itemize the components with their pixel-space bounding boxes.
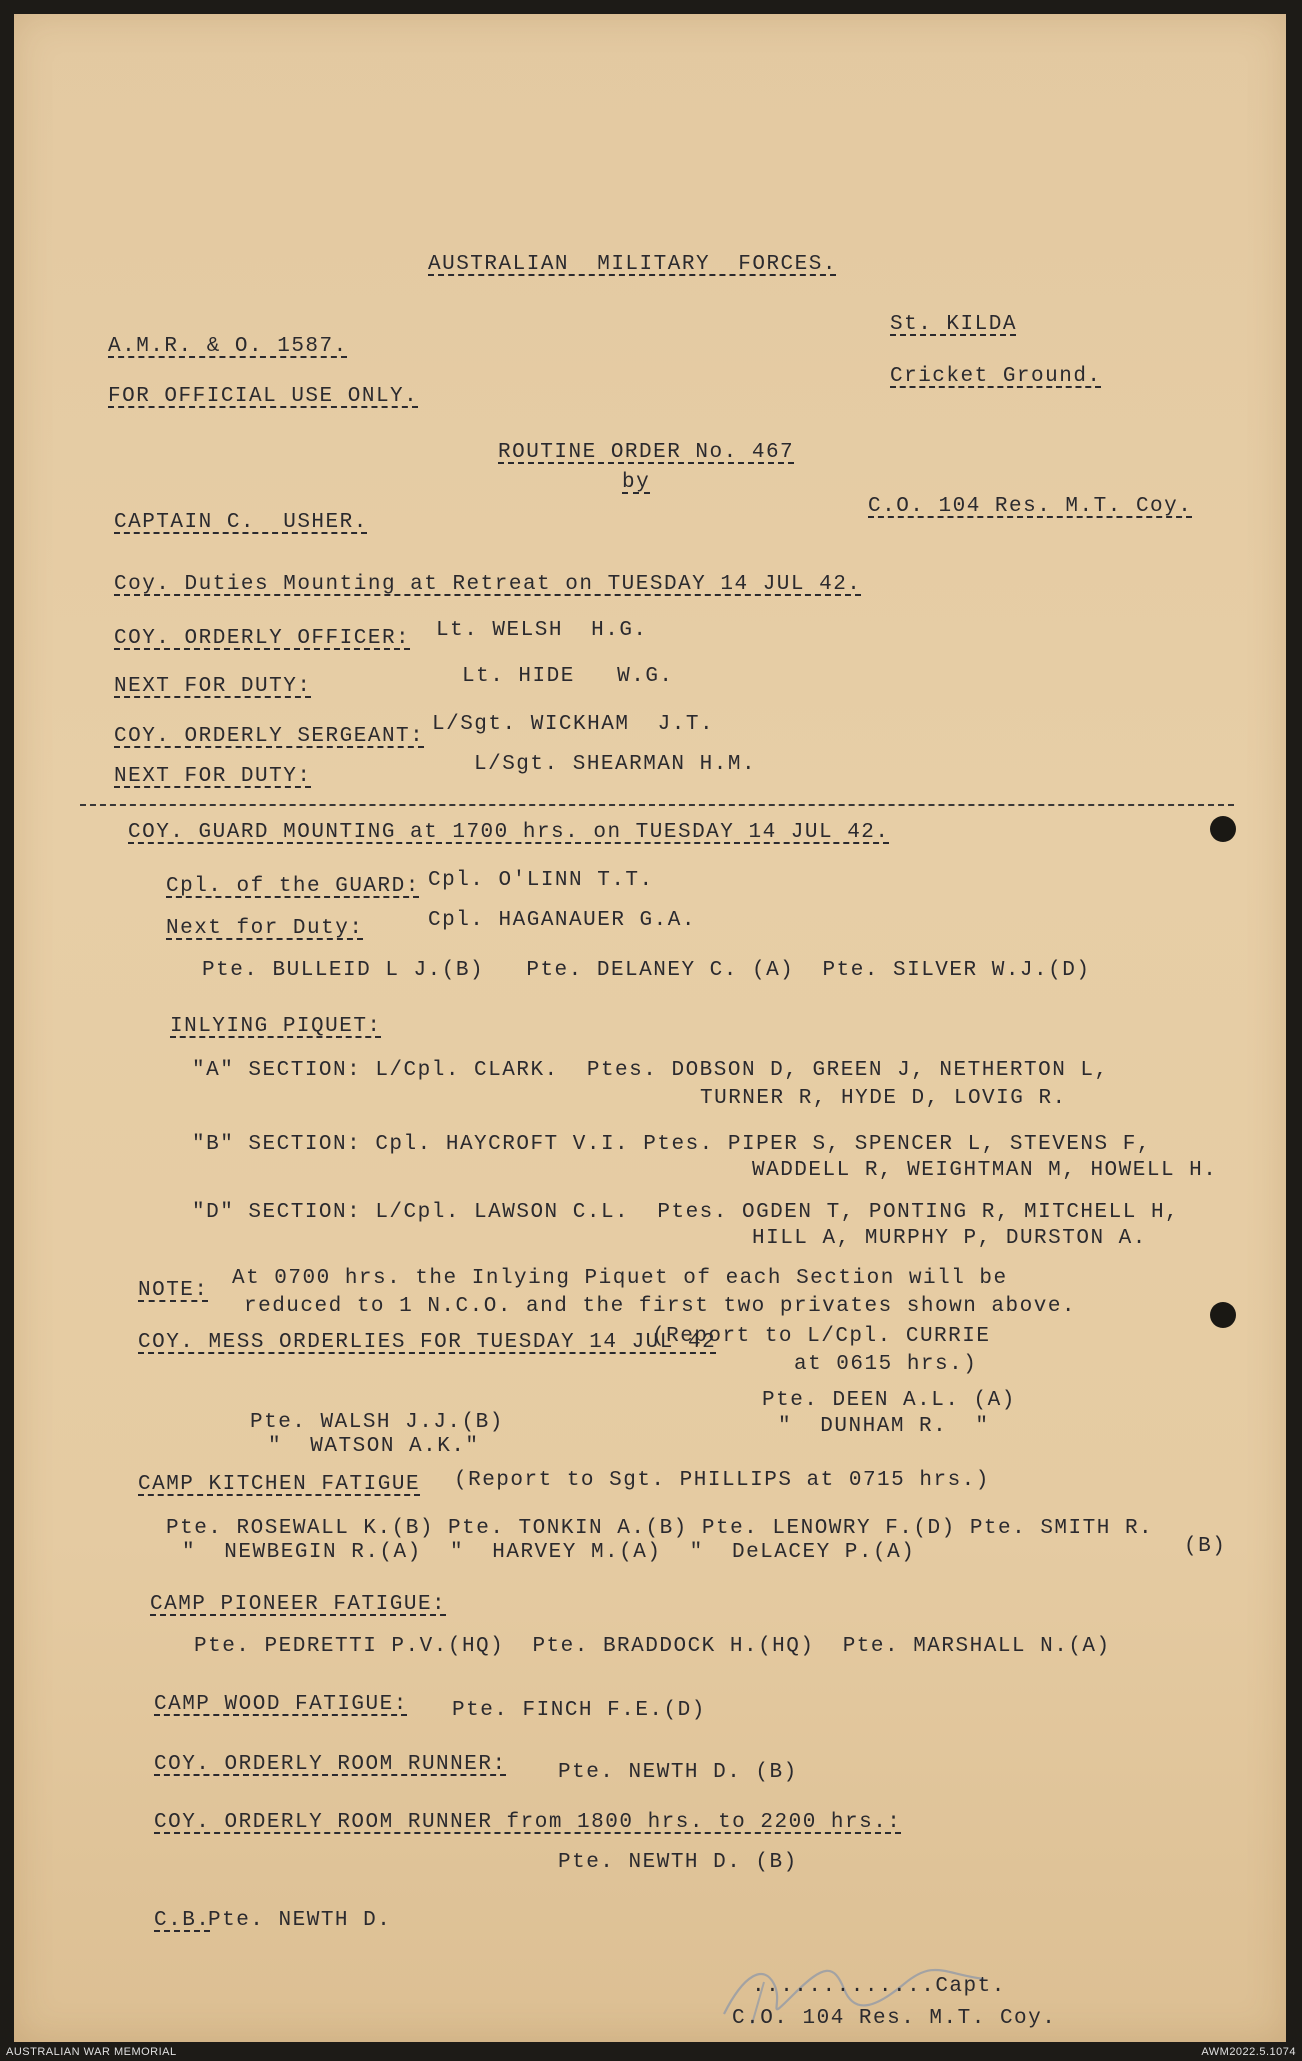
location-line-1: St. KILDA <box>890 313 1017 336</box>
signature-line-2: C.O. 104 Res. M.T. Coy. <box>732 2007 1057 2030</box>
note-label: NOTE: <box>138 1279 209 1302</box>
runner-evening-line: Pte. NEWTH D. (B) <box>558 1851 798 1874</box>
wood-line: Pte. FINCH F.E.(D) <box>452 1699 706 1722</box>
orderly-sergeant-value: L/Sgt. WICKHAM J.T. <box>432 713 715 736</box>
next-for-duty-label-2: NEXT FOR DUTY: <box>114 765 312 788</box>
piquet-heading: INLYING PIQUET: <box>170 1015 382 1038</box>
orderly-sergeant-label: COY. ORDERLY SERGEANT: <box>114 725 425 748</box>
order-title: ROUTINE ORDER No. 467 <box>498 441 795 464</box>
document-page <box>14 14 1286 2042</box>
guard-heading: COY. GUARD MOUNTING at 1700 hrs. on TUESDAY 14 JUL 42. <box>128 821 890 844</box>
section-divider <box>80 804 1234 806</box>
note-line-2: reduced to 1 N.C.O. and the first two privates shown above. <box>244 1295 1077 1318</box>
note-line-1: At 0700 hrs. the Inlying Piquet of each Section will be <box>232 1267 1008 1290</box>
mess-left-2: " WATSON A.K." <box>268 1435 480 1458</box>
piquet-d-line-2: HILL A, MURPHY P, DURSTON A. <box>752 1227 1147 1250</box>
classification: FOR OFFICIAL USE ONLY. <box>108 385 419 408</box>
runner-evening-heading: COY. ORDERLY ROOM RUNNER from 1800 hrs. to 2200 hrs.: <box>154 1811 902 1834</box>
mess-report-time: at 0615 hrs.) <box>794 1353 978 1376</box>
footer-credit: AUSTRALIAN WAR MEMORIAL <box>6 2046 177 2058</box>
kitchen-report: (Report to Sgt. PHILLIPS at 0715 hrs.) <box>454 1469 990 1492</box>
kitchen-line-2-end: (B) <box>1184 1535 1227 1558</box>
unit-name: C.O. 104 Res. M.T. Coy. <box>868 495 1193 518</box>
punch-hole <box>1210 1302 1236 1328</box>
punch-hole <box>1210 816 1236 842</box>
cb-line: Pte. NEWTH D. <box>208 1909 392 1932</box>
piquet-a-line-1: "A" SECTION: L/Cpl. CLARK. Ptes. DOBSON D, GREEN J, NETHERTON L, <box>192 1059 1109 1082</box>
pioneer-heading: CAMP PIONEER FATIGUE: <box>150 1593 447 1616</box>
next-for-duty-value-1: Lt. HIDE W.G. <box>462 665 674 688</box>
mess-left-1: Pte. WALSH J.J.(B) <box>250 1411 504 1434</box>
orderly-officer-value: Lt. WELSH H.G. <box>436 619 648 642</box>
guard-next-label: Next for Duty: <box>166 917 364 940</box>
reference-number: A.M.R. & O. 1587. <box>108 335 348 358</box>
mess-right-2: " DUNHAM R. " <box>778 1415 990 1438</box>
runner-line: Pte. NEWTH D. (B) <box>558 1761 798 1784</box>
cpl-guard-label: Cpl. of the GUARD: <box>166 875 420 898</box>
mess-heading: COY. MESS ORDERLIES FOR TUESDAY 14 JUL 42 <box>138 1331 717 1354</box>
next-for-duty-value-2: L/Sgt. SHEARMAN H.M. <box>474 753 757 776</box>
cb-label: C.B. <box>154 1909 211 1932</box>
next-for-duty-label-1: NEXT FOR DUTY: <box>114 675 312 698</box>
orderly-officer-label: COY. ORDERLY OFFICER: <box>114 627 411 650</box>
footer-accession: AWM2022.5.1074 <box>1201 2046 1296 2058</box>
duties-heading: Coy. Duties Mounting at Retreat on TUESDAY 14 JUL 42. <box>114 573 862 596</box>
piquet-b-line-1: "B" SECTION: Cpl. HAYCROFT V.I. Ptes. PIPER S, SPENCER L, STEVENS F, <box>192 1133 1151 1156</box>
location-line-2: Cricket Ground. <box>890 365 1102 388</box>
pioneer-line: Pte. PEDRETTI P.V.(HQ) Pte. BRADDOCK H.(HQ) Pte. MARSHALL N.(A) <box>194 1635 1111 1658</box>
mess-report: (Report to L/Cpl. CURRIE <box>652 1325 991 1348</box>
document-title: AUSTRALIAN MILITARY FORCES. <box>428 253 837 276</box>
mess-right-1: Pte. DEEN A.L. (A) <box>762 1389 1016 1412</box>
signature-line-1: .............Capt. <box>752 1975 1006 1998</box>
piquet-a-line-2: TURNER R, HYDE D, LOVIG R. <box>700 1087 1067 1110</box>
kitchen-heading: CAMP KITCHEN FATIGUE <box>138 1473 421 1496</box>
officer-name: CAPTAIN C. USHER. <box>114 511 368 534</box>
cpl-guard-value: Cpl. O'LINN T.T. <box>428 869 654 892</box>
piquet-d-line-1: "D" SECTION: L/Cpl. LAWSON C.L. Ptes. OGDEN T, PONTING R, MITCHELL H, <box>192 1201 1180 1224</box>
guard-privates: Pte. BULLEID L J.(B) Pte. DELANEY C. (A) Pte. SILVER W.J.(D) <box>202 959 1091 982</box>
wood-heading: CAMP WOOD FATIGUE: <box>154 1693 408 1716</box>
order-by: by <box>622 471 651 494</box>
runner-heading: COY. ORDERLY ROOM RUNNER: <box>154 1753 507 1776</box>
kitchen-line-2: " NEWBEGIN R.(A) " HARVEY M.(A) " DeLACEY P.(A) <box>182 1541 916 1564</box>
piquet-b-line-2: WADDELL R, WEIGHTMAN M, HOWELL H. <box>752 1159 1218 1182</box>
kitchen-line-1: Pte. ROSEWALL K.(B) Pte. TONKIN A.(B) Pte. LENOWRY F.(D) Pte. SMITH R. <box>166 1517 1154 1540</box>
guard-next-value: Cpl. HAGANAUER G.A. <box>428 909 696 932</box>
